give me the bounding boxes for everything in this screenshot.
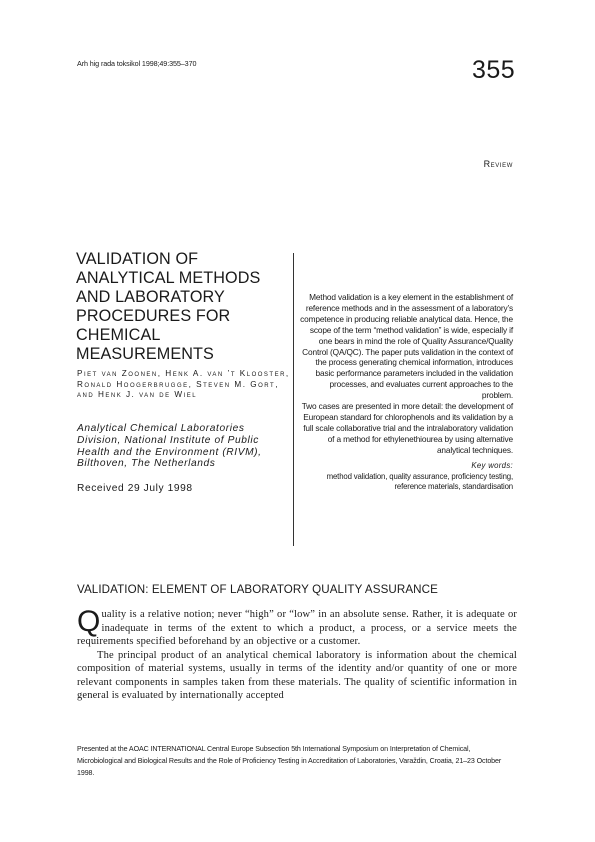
affiliation-line: Analytical Chemical Laboratories (77, 423, 245, 434)
title-line: ANALYTICAL METHODS (76, 269, 261, 288)
journal-citation: Arh hig rada toksikol 1998;49:355–370 (77, 59, 197, 68)
drop-cap: Q (77, 605, 101, 638)
affiliation-line: Health and the Environment (RIVM), (77, 446, 262, 458)
title-line: VALIDATION OF (76, 250, 199, 268)
body-paragraph: The principal product of an analytical chemical laboratory is information about the chemical composition of material systems, usually in terms of the identity and/or quantity of one or more relevant components in samples taken from these materials. The quality of scientific information in general is evaluated by internationally accepted (77, 649, 517, 701)
abstract-paragraph: Two cases are presented in more detail: the development of European standard for chlorophenols and its validation by a full scale collaborative trial and the intralaboratory validation of a method for ethylenethiourea by using alternative analytical techniques. (301, 401, 513, 455)
title-line: AND LABORATORY (76, 288, 225, 307)
keywords-label: Key words: (471, 460, 513, 470)
abstract (300, 292, 513, 492)
section-label: Review (483, 159, 513, 169)
paragraph-text: uality is a relative notion; never “high” or “low” in an absolute sense. Rather, it is adequate or inadequate in terms of the extent to which a product, a process, or a service meets the requirements specified beforehand by an objective or a customer. (77, 609, 517, 647)
title-line: MEASUREMENTS (76, 345, 214, 364)
section-heading: VALIDATION: ELEMENT OF LABORATORY QUALITY ASSURANCE (77, 583, 438, 596)
affiliation-line: Bilthoven, The Netherlands (77, 458, 216, 470)
title-line: CHEMICAL (76, 326, 161, 345)
keywords-list: method validation, quality assurance, proficiency testing, reference materials, standardisation (326, 471, 513, 491)
received-date: Received 29 July 1998 (77, 483, 193, 494)
body-text (77, 605, 517, 703)
page-number: 355 (472, 56, 516, 84)
affiliation-line: Division, National Institute of Public (77, 434, 259, 446)
footnote: Presented at the AOAC INTERNATIONAL Central Europe Subsection 5th International Symposium on Interpretation of Chemical, Microbiological and Biological Results and the Role of Proficiency Testing in Accreditation of Laboratories, Varaždin, Croatia, 21–23 October 1998. (77, 745, 502, 778)
author-list: Piet van Zoonen, Henk A. van ’t Klooster, Ronald Hoogerbrugge, Steven M. Gort, and Henk J. van de Wiel (77, 369, 290, 400)
column-divider (293, 253, 294, 546)
abstract-paragraph: Method validation is a key element in the establishment of reference methods and in the assessment of a laboratory’s competence in producing reliable analytical data. Hence, the scope of the term “method validation” is wide, especially if one bears in mind the role of Quality Assurance/Quality Control (QA/QC). The paper puts validation in the context of the process generating chemical information, introduces basic performance parameters included in the validation processes, and evaluates current approaches to the problem. (300, 292, 513, 401)
article-title (76, 250, 286, 365)
body-paragraph (77, 605, 517, 649)
affiliation (77, 423, 297, 470)
title-line: PROCEDURES FOR (76, 307, 231, 326)
